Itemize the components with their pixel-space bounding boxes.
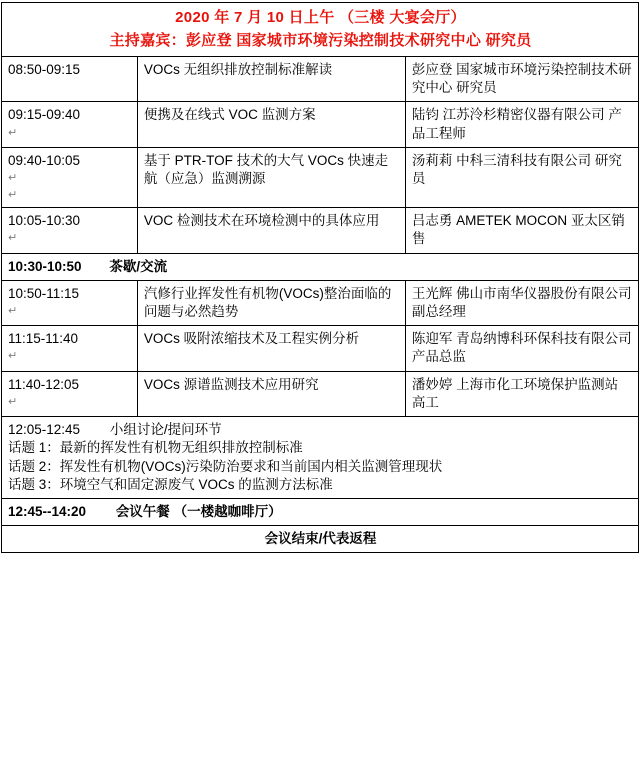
session-speaker: 陈迎军 青岛纳博科环保科技有限公司 产品总监 [405,326,638,371]
paragraph-mark-icon: ↵ [8,126,18,139]
lunch-time: 12:45--14:20 [8,503,87,519]
break-label: 茶歇/交流 [109,258,168,274]
session-time-text: 11:15-11:40 [8,331,79,347]
table-row [2,280,639,325]
session-time [2,371,138,416]
session-speaker: 汤莉莉 中科三清科技有限公司 研究员 [405,147,638,207]
agenda-table [1,2,639,553]
discussion-time: 12:05-12:45 [8,422,81,438]
session-time-text: 10:50-11:15 [8,285,80,301]
break-cell [2,253,639,280]
lunch-cell [2,498,639,525]
session-time-text: 11:40-12:05 [8,376,80,392]
session-time-text: 09:40-10:05 [8,152,81,168]
session-speaker: 潘妙婷 上海市化工环境保护监测站 高工 [405,371,638,416]
paragraph-mark-icon: ↵ [8,172,18,185]
break-time: 10:30-10:50 [8,258,82,274]
session-topic: VOCs 源谱监测技术应用研究 [137,371,405,416]
discussion-row [2,417,639,499]
discussion-topic: 话题 2：挥发性有机物(VOCs)污染防治要求和当前国内相关监测管理现状 [8,458,443,474]
session-time [2,102,138,147]
session-time [2,280,138,325]
paragraph-mark-icon: ↵ [8,350,18,363]
session-topic: VOCs 无组织排放控制标准解读 [137,57,405,102]
discussion-header [8,421,633,439]
agenda-header-row [2,3,639,57]
lunch-row [2,498,639,525]
agenda-document [0,2,640,757]
session-topic: VOC 检测技术在环境检测中的具体应用 [137,208,405,253]
session-time-text: 10:05-10:30 [8,213,81,229]
agenda-header-date: 2020 年 7 月 10 日上午 （三楼 大宴会厅） [175,9,466,26]
table-row [2,102,639,147]
discussion-cell [2,417,639,499]
paragraph-mark-icon: ↵ [8,188,18,201]
table-row [2,147,639,207]
session-time: 08:50-09:15 [2,57,138,102]
paragraph-mark-icon: ↵ [8,395,18,408]
footer-text: 会议结束/代表返程 [2,526,639,553]
paragraph-mark-icon: ↵ [8,304,18,317]
session-speaker: 陆钧 江苏泠杉精密仪器有限公司 产品工程师 [405,102,638,147]
session-time-text: 09:15-09:40 [8,107,81,123]
session-topic: 便携及在线式 VOC 监测方案 [137,102,405,147]
session-topic: 基于 PTR-TOF 技术的大气 VOCs 快速走航（应急）监测溯源 [137,147,405,207]
session-topic: VOCs 吸附浓缩技术及工程实例分析 [137,326,405,371]
table-row [2,326,639,371]
session-time [2,326,138,371]
table-row [2,208,639,253]
agenda-header-cell [2,3,639,57]
session-speaker: 彭应登 国家城市环境污染控制技术研究中心 研究员 [405,57,638,102]
lunch-label: 会议午餐 （一楼越咖啡厅） [115,503,282,519]
session-time [2,147,138,207]
session-speaker: 吕志勇 AMETEK MOCON 亚太区销售 [405,208,638,253]
session-speaker: 王光辉 佛山市南华仪器股份有限公司 副总经理 [405,280,638,325]
session-time [2,208,138,253]
footer-row [2,526,639,553]
paragraph-mark-icon: ↵ [8,232,18,245]
agenda-header-host: 主持嘉宾：彭应登 国家城市环境污染控制技术研究中心 研究员 [109,31,532,49]
discussion-topic: 话题 3：环境空气和固定源废气 VOCs 的监测方法标准 [8,476,333,492]
break-row [2,253,639,280]
discussion-label: 小组讨论/提问环节 [109,422,222,438]
session-topic: 汽修行业挥发性有机物(VOCs)整治面临的问题与必然趋势 [137,280,405,325]
table-row [2,371,639,416]
discussion-topic: 话题 1：最新的挥发性有机物无组织排放控制标准 [8,440,303,456]
table-row [2,57,639,102]
